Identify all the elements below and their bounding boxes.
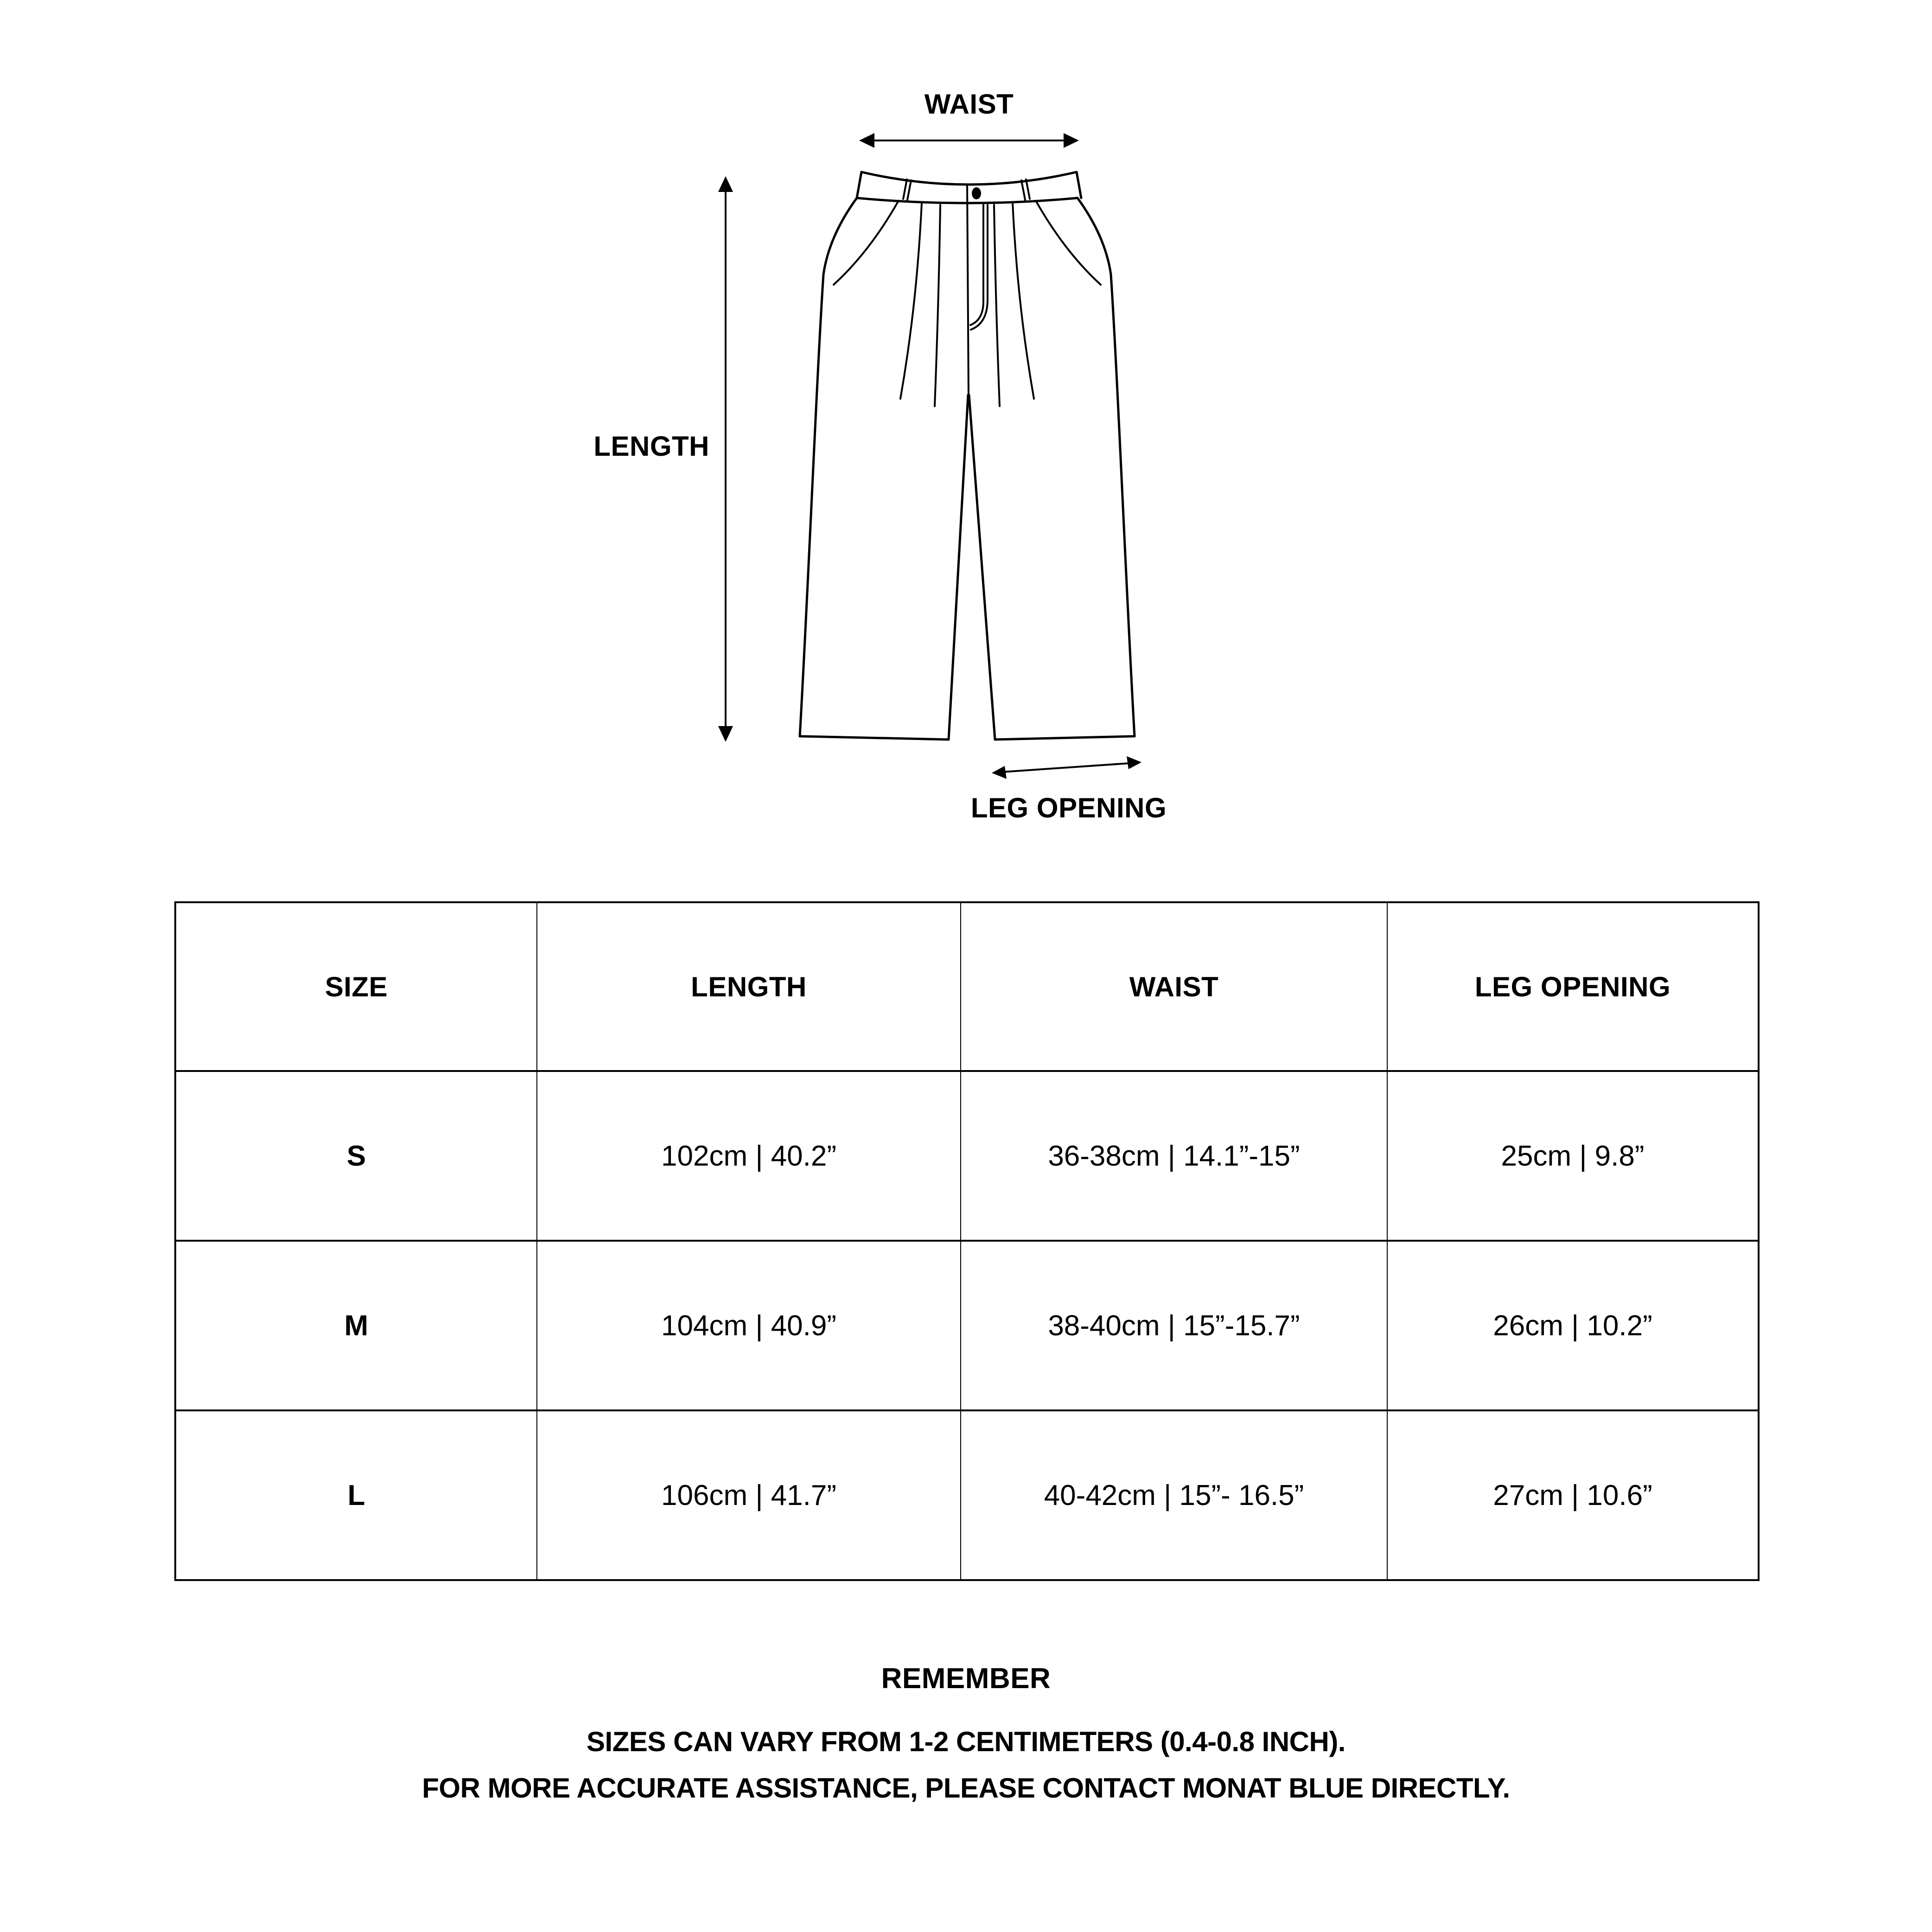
pants-line-drawing [621, 79, 1224, 835]
arrow-head-bottom [718, 726, 733, 742]
waist-arrow [859, 133, 1079, 148]
leg-opening-value: 26cm | 10.2” [1387, 1241, 1759, 1410]
arrow-head-left [992, 766, 1007, 779]
size-value: M [175, 1241, 537, 1410]
pants-outline [800, 172, 1135, 740]
table-row-size-l [175, 1410, 1759, 1580]
waistband-left-edge [857, 172, 861, 198]
outer-seam-right [1078, 198, 1135, 736]
remember-heading: REMEMBER [881, 1663, 1051, 1695]
header-row [175, 902, 1759, 1071]
arrow-head-top [718, 176, 733, 192]
waist-button [972, 187, 981, 199]
pocket-right [1036, 201, 1101, 285]
inner-seam-right [969, 395, 995, 740]
arrow-head-right [1064, 133, 1079, 148]
hem-left [800, 736, 949, 740]
column-header-waist: WAIST [961, 902, 1387, 1071]
belt-loop-right [1021, 179, 1030, 200]
column-header-size: SIZE [175, 902, 537, 1071]
leg-opening-value: 25cm | 9.8” [1387, 1071, 1759, 1241]
leg-opening-measure-label: LEG OPENING [970, 792, 1167, 823]
pleats-right [994, 203, 1034, 406]
belt-loop-left [903, 179, 911, 200]
waist-value: 40-42cm | 15”- 16.5” [961, 1410, 1387, 1580]
table-row-size-s [175, 1071, 1759, 1241]
arrow-head-left [859, 133, 874, 148]
length-value: 104cm | 40.9” [537, 1241, 961, 1410]
leg-opening-value: 27cm | 10.6” [1387, 1410, 1759, 1580]
center-front-seam [967, 185, 969, 395]
fly-stitch [970, 205, 988, 330]
length-value: 106cm | 41.7” [537, 1410, 961, 1580]
hem-right [995, 736, 1135, 740]
size-value: L [175, 1410, 537, 1580]
leg-opening-arrow [992, 756, 1141, 779]
outer-seam-left [800, 198, 857, 736]
size-value: S [175, 1071, 537, 1241]
length-measure-label: LENGTH [593, 431, 709, 462]
waistband-right-edge [1077, 172, 1081, 198]
waist-value: 36-38cm | 14.1”-15” [961, 1071, 1387, 1241]
waistband-top-edge [861, 172, 1077, 185]
waist-measure-label: WAIST [924, 89, 1014, 120]
pleats-left [900, 203, 940, 406]
footer-line-2: FOR MORE ACCURATE ASSISTANCE, PLEASE CONTACT MONAT BLUE DIRECTLY. [422, 1773, 1510, 1804]
column-header-length: LENGTH [537, 902, 961, 1071]
arrow-head-right [1127, 756, 1141, 769]
length-arrow [718, 176, 733, 742]
column-header-leg-opening: LEG OPENING [1387, 902, 1759, 1071]
waist-value: 38-40cm | 15”-15.7” [961, 1241, 1387, 1410]
table-row-size-m [175, 1241, 1759, 1410]
length-value: 102cm | 40.2” [537, 1071, 961, 1241]
footer-line-1: SIZES CAN VARY FROM 1-2 CENTIMETERS (0.4-0.8 INCH). [587, 1726, 1345, 1757]
pocket-left [834, 201, 899, 285]
inner-seam-left [949, 395, 968, 740]
size-chart-table [174, 901, 1760, 1581]
